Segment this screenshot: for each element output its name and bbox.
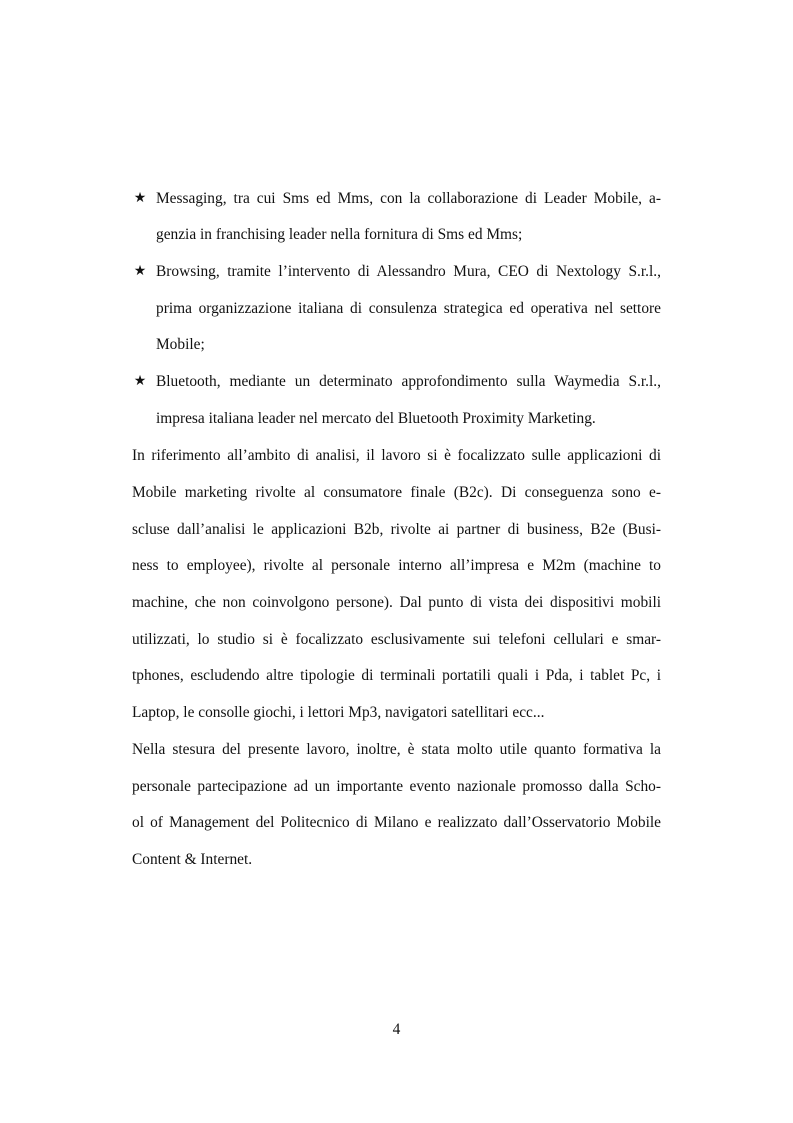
paragraph-2-line-1: Nella stesura del presente lavoro, inoltre, è stata molto utile quanto formativa la [132,741,661,758]
paragraph-1-line-7: tphones, escludendo altre tipologie di terminali portatili quali i Pda, i tablet Pc, i [132,667,661,684]
star-icon: ★ [133,191,147,206]
paragraph-1-line-8: Laptop, le consolle giochi, i lettori Mp3, navigatori satellitari ecc... [132,704,545,721]
paragraph-1-line-2: Mobile marketing rivolte al consumatore finale (B2c). Di conseguenza sono e- [132,484,661,501]
bullet-3-line-2: impresa italiana leader nel mercato del Bluetooth Proximity Marketing. [156,410,596,427]
bullet-2-line-1: Browsing, tramite l’intervento di Alessandro Mura, CEO di Nextology S.r.l., [156,263,661,280]
paragraph-2-line-3: ol of Management del Politecnico di Milano e realizzato dall’Osservatorio Mobile [132,814,661,831]
paragraph-1-line-3: scluse dall’analisi le applicazioni B2b, rivolte ai partner di business, B2e (Busi- [132,521,661,538]
bullet-2-line-2: prima organizzazione italiana di consulenza strategica ed operativa nel settore [156,300,661,317]
paragraph-1-line-1: In riferimento all’ambito di analisi, il lavoro si è focalizzato sulle applicazioni di [132,447,661,464]
paragraph-2-line-2: personale partecipazione ad un importante evento nazionale promosso dalla Scho- [132,778,661,795]
page-number: 4 [392,1021,401,1038]
star-icon: ★ [133,264,147,279]
paragraph-1-line-4: ness to employee), rivolte al personale interno all’impresa e M2m (machine to [132,557,661,574]
star-icon: ★ [133,374,147,389]
paragraph-1-line-6: utilizzati, lo studio si è focalizzato esclusivamente sui telefoni cellulari e smar- [132,631,661,648]
bullet-1-line-1: Messaging, tra cui Sms ed Mms, con la collaborazione di Leader Mobile, a- [156,190,661,207]
bullet-2-line-3: Mobile; [156,336,205,353]
paragraph-2-line-4: Content & Internet. [132,851,253,868]
paragraph-1-line-5: machine, che non coinvolgono persone). Dal punto di vista dei dispositivi mobili [132,594,661,611]
bullet-3-line-1: Bluetooth, mediante un determinato approfondimento sulla Waymedia S.r.l., [156,373,661,390]
bullet-1-line-2: genzia in franchising leader nella fornitura di Sms ed Mms; [156,226,523,243]
